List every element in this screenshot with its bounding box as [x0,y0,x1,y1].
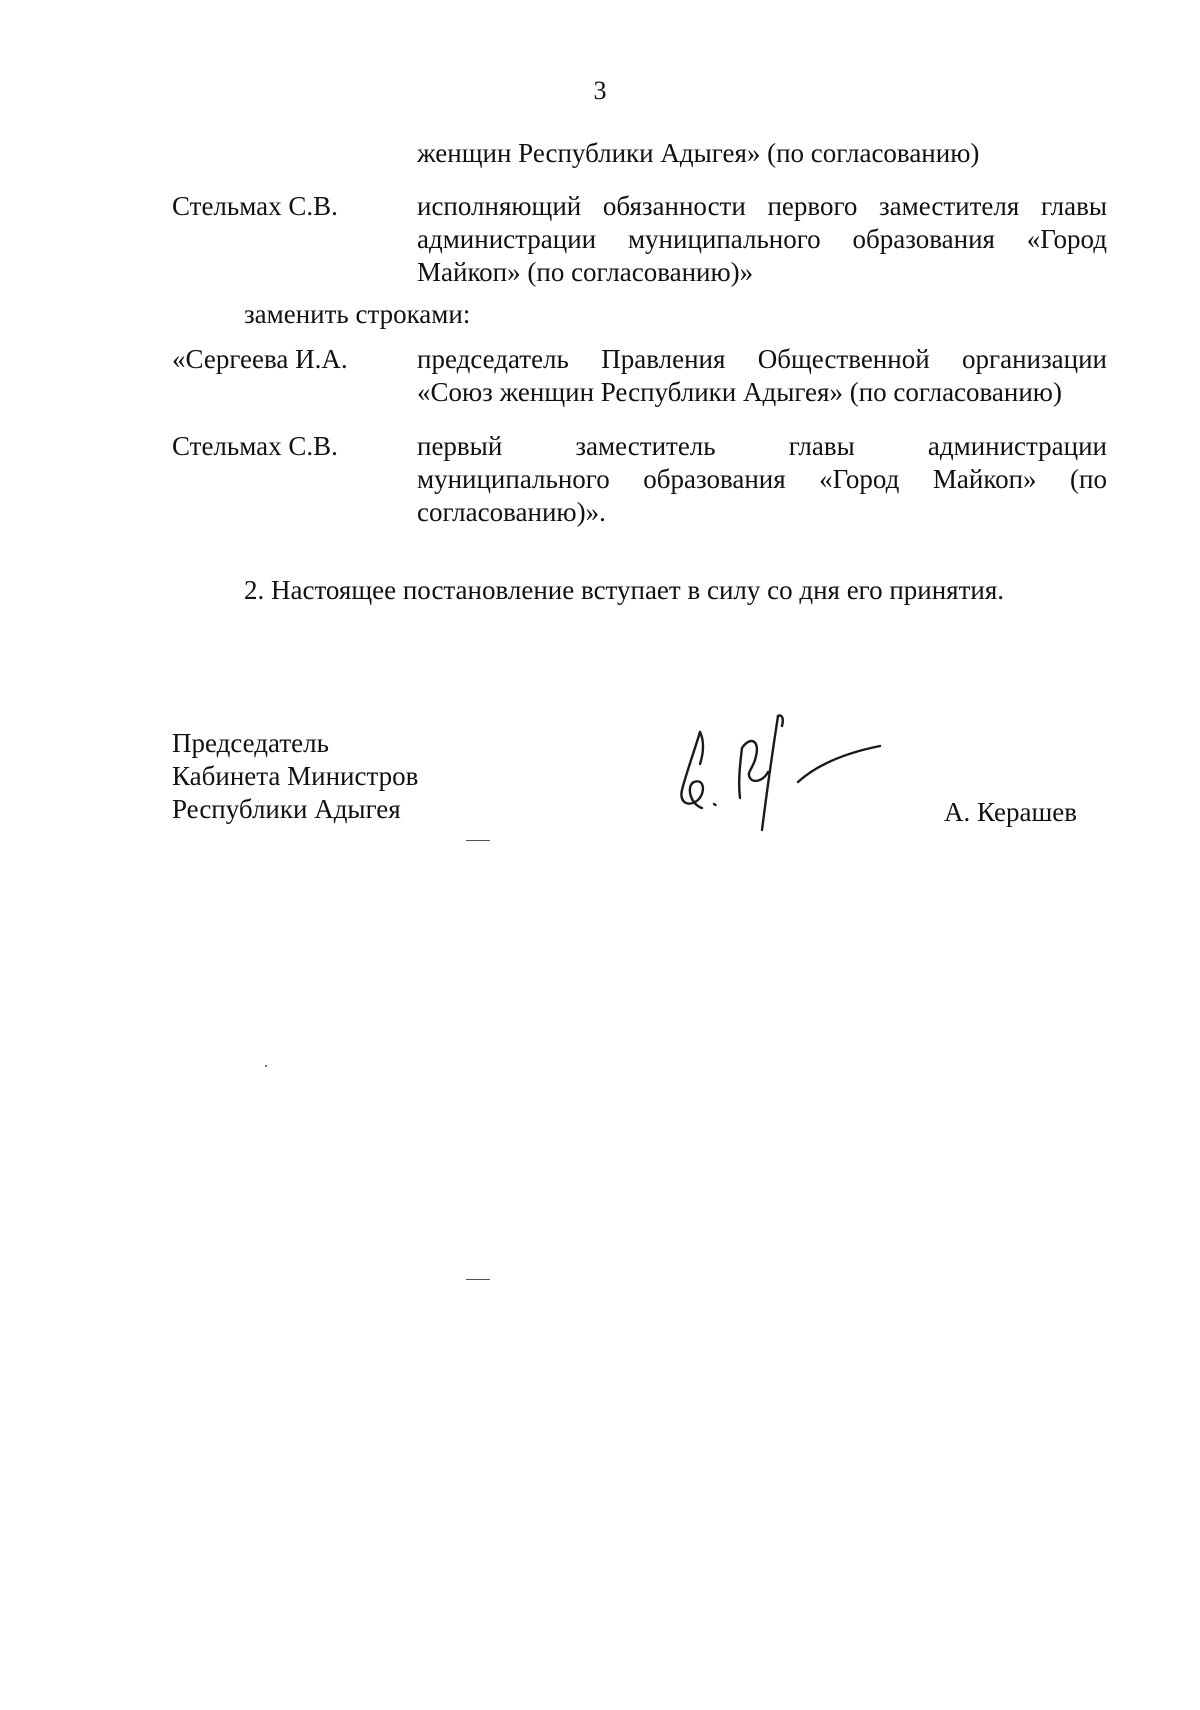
signer-name: А. Керашев [944,797,1077,827]
handwritten-signature [670,712,900,852]
old-entry-name: Стельмах С.В. [172,191,338,221]
signer-title-line: Председатель [172,728,329,758]
new-entry-name: Стельмах С.В. [172,431,338,461]
continuation-line: женщин Республики Адыгея» (по согласованию) [417,138,980,168]
page-number: 3 [593,76,607,105]
signer-title-block [172,727,418,826]
new-entry-name: «Сергеева И.А. [172,344,348,374]
replace-instruction: заменить строками: [244,299,471,329]
scan-mark [466,1279,490,1280]
signer-title-line: Республики Адыгея [172,794,401,824]
new-entry-text: председатель Правления Общественной организации «Союз женщин Республики Адыгея» (по согласованию) [417,344,1107,407]
old-entry-text: исполняющий обязанности первого заместителя главы администрации муниципального образования «Город Майкоп» (по согласованию)» [417,191,1107,287]
new-entry-text: первый заместитель главы администрации муниципального образования «Город Майкоп» (по согласованию)». [417,431,1107,527]
scan-mark [466,840,490,841]
clause-2: 2. Настоящее постановление вступает в силу со дня его принятия. [244,575,1005,605]
scan-mark [265,1065,267,1067]
signer-title-line: Кабинета Министров [172,761,419,791]
